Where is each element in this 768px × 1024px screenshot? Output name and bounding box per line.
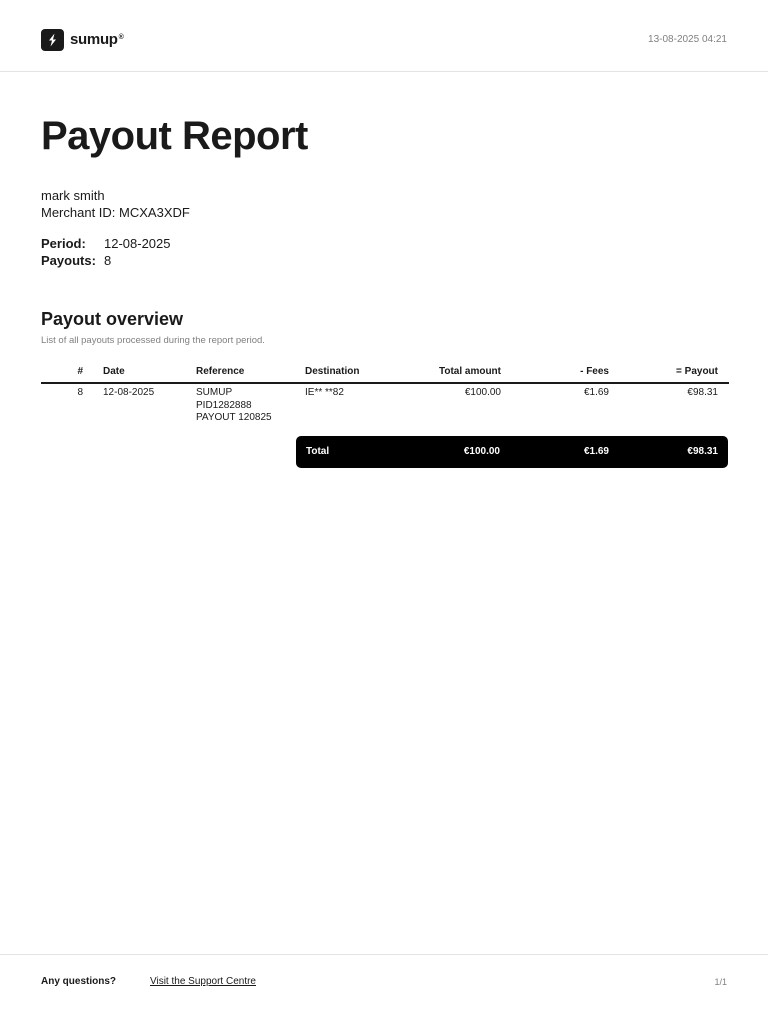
merchant-name: mark smith: [41, 188, 105, 203]
payouts-label: Payouts:: [41, 253, 96, 268]
report-timestamp: 13-08-2025 04:21: [648, 34, 727, 45]
row-payout: €98.31: [687, 387, 718, 398]
totals-label: Total: [306, 446, 330, 457]
report-footer: [0, 954, 768, 1024]
report-header: [0, 0, 768, 72]
row-total: €100.00: [464, 387, 501, 398]
reference-line: SUMUP: [196, 387, 233, 398]
totals-total: €100.00: [463, 446, 500, 457]
sumup-logo: [41, 29, 124, 51]
support-centre-link[interactable]: Visit the Support Centre: [150, 976, 256, 987]
sumup-logo-icon: [41, 29, 64, 51]
reference-line: PID1282888: [196, 399, 252, 411]
header-destination: Destination: [305, 366, 360, 377]
merchant-id: Merchant ID: MCXA3XDF: [41, 205, 190, 220]
period-label: Period:: [41, 236, 86, 251]
row-num: 8: [77, 387, 83, 398]
report-meta: [41, 235, 171, 269]
header-num: #: [77, 366, 83, 377]
payout-table: [41, 364, 729, 436]
row-reference: [196, 387, 272, 425]
header-fees: - Fees: [580, 366, 609, 377]
table-row: [41, 384, 729, 436]
period-row: [41, 235, 171, 252]
section-description: List of all payouts processed during the report period.: [41, 335, 265, 346]
header-total: Total amount: [438, 366, 501, 377]
period-value: 12-08-2025: [104, 236, 171, 251]
header-date: Date: [103, 366, 125, 377]
payouts-value: 8: [104, 253, 112, 268]
totals-fees: €1.69: [583, 446, 609, 457]
row-destination: IE** **82: [305, 387, 344, 398]
section-title: Payout overview: [41, 309, 184, 329]
header-payout: = Payout: [676, 366, 718, 377]
brand-name: sumup®: [70, 31, 124, 48]
page-number: 1/1: [714, 977, 727, 987]
payouts-row: [41, 252, 171, 269]
footer-question: Any questions?: [41, 976, 117, 987]
row-date: 12-08-2025: [103, 387, 155, 398]
totals-bar: [296, 436, 728, 468]
totals-payout: €98.31: [687, 446, 718, 457]
merchant-info: [41, 187, 190, 221]
table-header: [41, 364, 729, 384]
reference-line: PAYOUT 120825: [196, 412, 272, 423]
row-fees: €1.69: [583, 387, 609, 398]
header-reference: Reference: [196, 366, 245, 377]
page-title: Payout Report: [41, 114, 308, 158]
